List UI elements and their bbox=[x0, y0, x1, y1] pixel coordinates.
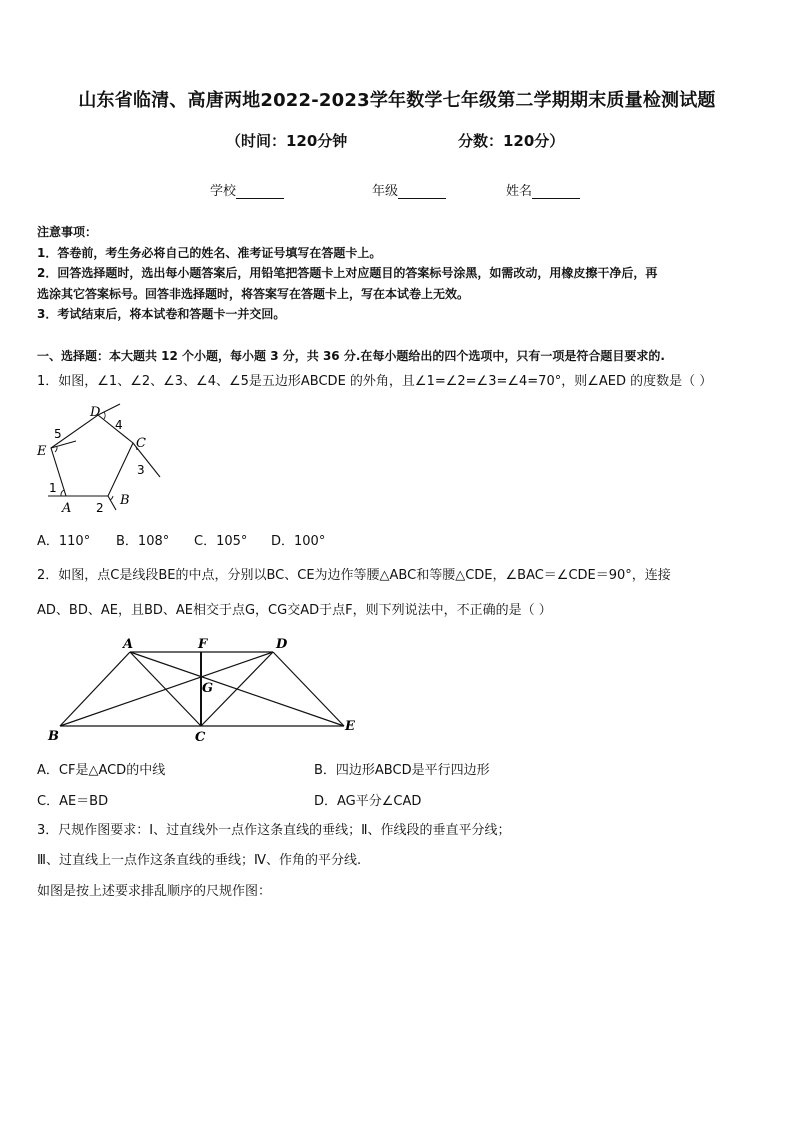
q1-angle-1: 1 bbox=[49, 481, 57, 495]
angle-arc-5 bbox=[55, 447, 57, 452]
segment-AE bbox=[130, 652, 344, 726]
notice-item-2: 2．回答选择题时，选出每小题答案后，用铅笔把答题卡上对应题目的答案标号涂黑，如需改动，用橡皮擦干净后，再 bbox=[37, 266, 658, 280]
q2-line-1: 2．如图，点C是线段BE的中点，分别以BC、CE为边作等腰△ABC和等腰△CDE，∠BAC＝∠CDE＝90°，连接 bbox=[37, 568, 671, 583]
q1-angle-4: 4 bbox=[115, 418, 123, 432]
q2-label-G: G bbox=[202, 681, 214, 696]
q2-label-D: D bbox=[276, 637, 288, 652]
notice-item-2-cont: 选涂其它答案标号。回答非选择题时，将答案写在答题卡上，写在本试卷上无效。 bbox=[37, 287, 470, 301]
grade-field bbox=[372, 180, 446, 199]
q1-option-b: B．108° bbox=[116, 534, 170, 549]
q2-option-d: D．AG平分∠CAD bbox=[314, 794, 422, 809]
segment-BD bbox=[60, 652, 273, 726]
school-blank bbox=[236, 184, 284, 199]
school-field bbox=[210, 180, 284, 199]
q2-label-E: E bbox=[345, 719, 355, 734]
q2-label-B: B bbox=[48, 729, 59, 744]
extension-line-4 bbox=[98, 404, 120, 415]
q1-label-C: C bbox=[136, 436, 146, 451]
grade-blank bbox=[398, 184, 446, 199]
angle-arc-1 bbox=[61, 490, 64, 496]
school-label: 学校 bbox=[210, 184, 237, 199]
name-blank bbox=[532, 184, 580, 199]
segment-AB bbox=[60, 652, 130, 726]
q3-line-2: Ⅲ、过直线上一点作这条直线的垂线；Ⅳ、作角的平分线. bbox=[37, 853, 362, 868]
q1-option-d: D．100° bbox=[271, 534, 326, 549]
q1-angle-3: 3 bbox=[137, 463, 145, 477]
q2-option-b: B．四边形ABCD是平行四边形 bbox=[314, 763, 490, 778]
q1-label-A: A bbox=[62, 501, 72, 516]
page-title: 山东省临清、高唐两地2022-2023学年数学七年级第二学期期末质量检测试题 bbox=[78, 90, 716, 111]
q1-angle-5: 5 bbox=[54, 427, 62, 441]
time-limit: （时间：120分钟 bbox=[226, 132, 348, 150]
q2-label-C: C bbox=[195, 730, 206, 745]
notice-item-3: 3．考试结束后，将本试卷和答题卡一并交回。 bbox=[37, 307, 286, 321]
q1-label-E: E bbox=[37, 444, 47, 459]
q1-label-D: D bbox=[90, 405, 101, 420]
q2-label-F: F bbox=[198, 637, 208, 652]
notice-item-1: 1．答卷前，考生务必将自己的姓名、准考证号填写在答题卡上。 bbox=[37, 246, 382, 260]
q2-option-c: C．AE＝BD bbox=[37, 794, 109, 809]
extension-line-5 bbox=[51, 441, 76, 448]
q1-label-B: B bbox=[120, 493, 130, 508]
q2-option-a: A．CF是△ACD的中线 bbox=[37, 763, 166, 778]
angle-arc-2 bbox=[110, 496, 113, 500]
q2-label-A: A bbox=[123, 637, 134, 652]
pentagon-figure bbox=[34, 400, 174, 520]
segment-DE bbox=[273, 652, 344, 726]
trapezoid-figure bbox=[40, 634, 370, 749]
q1-option-c: C．105° bbox=[194, 534, 248, 549]
angle-arc-4 bbox=[104, 412, 105, 419]
q3-line-1: 3．尺规作图要求：Ⅰ、过直线外一点作这条直线的垂线；Ⅱ、作线段的垂直平分线； bbox=[37, 823, 511, 838]
q1-option-a: A．110° bbox=[37, 534, 91, 549]
grade-label: 年级 bbox=[372, 184, 399, 199]
total-score: 分数：120分） bbox=[458, 132, 565, 150]
name-field bbox=[506, 180, 580, 199]
name-label: 姓名 bbox=[506, 184, 533, 199]
notice-heading: 注意事项： bbox=[37, 225, 98, 239]
q1-angle-2: 2 bbox=[96, 501, 104, 515]
q2-line-2: AD、BD、AE，且BD、AE相交于点G，CG交AD于点F，则下列说法中，不正确的是（ ） bbox=[37, 603, 552, 618]
section-heading: 一、选择题：本大题共 12 个小题，每小题 3 分，共 36 分.在每小题给出的四个选项中，只有一项是符合题目要求的. bbox=[37, 349, 665, 363]
q1-text: 1．如图，∠1、∠2、∠3、∠4、∠5是五边形ABCDE 的外角，且∠1=∠2=∠3=∠4=70°，则∠AED 的度数是（ ） bbox=[37, 374, 713, 389]
q3-line-3: 如图是按上述要求排乱顺序的尺规作图： bbox=[37, 884, 272, 899]
